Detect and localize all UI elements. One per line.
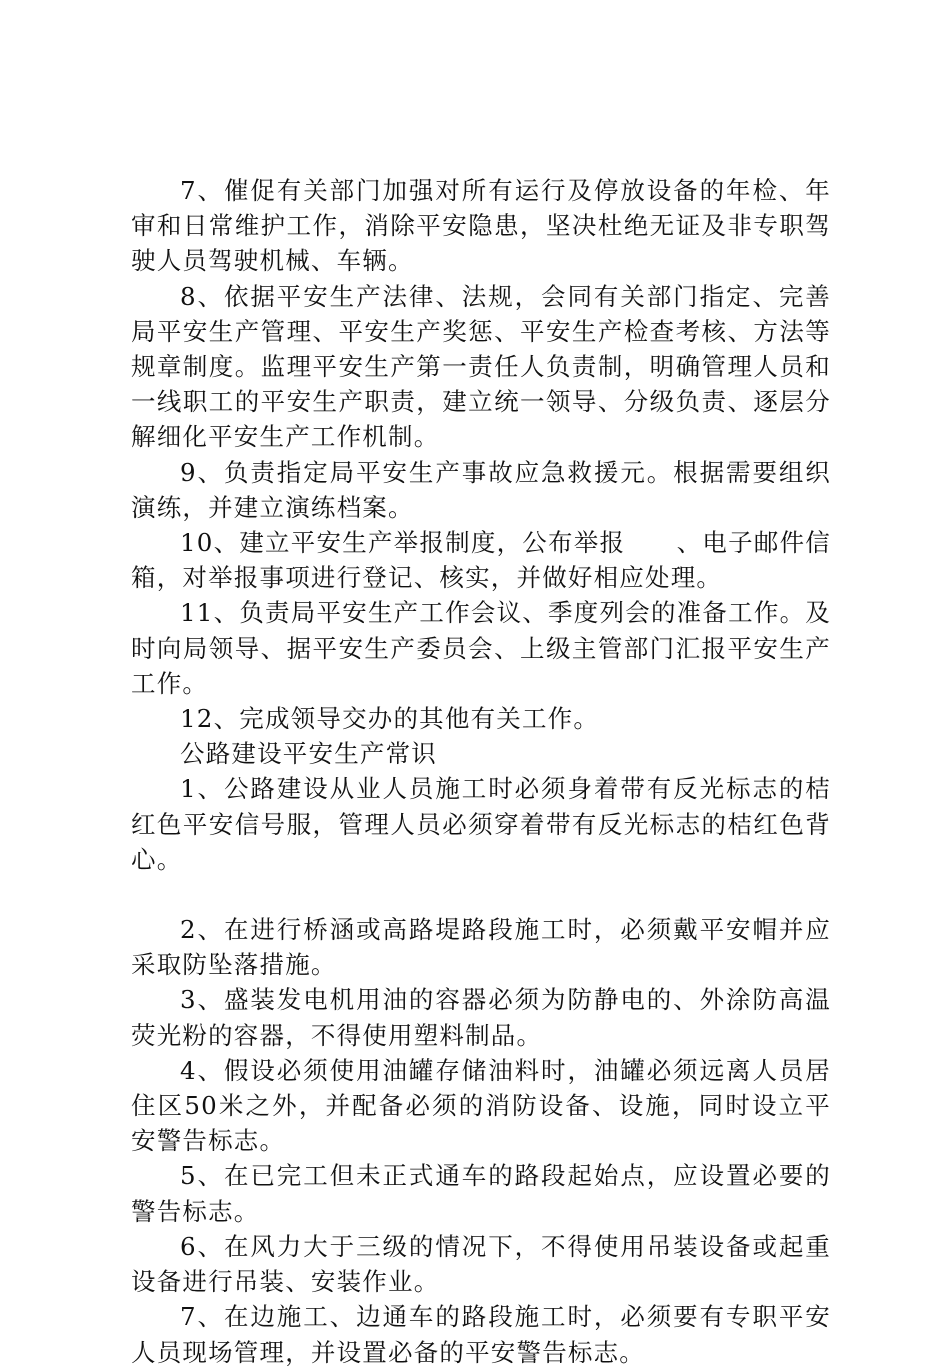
- paragraph-item-11: 11、负责局平安生产工作会议、季度列会的准备工作。及时向局领导、据平安生产委员会、上级主管部门汇报平安生产工作。: [131, 598, 831, 698]
- rule-item-1: 1、公路建设从业人员施工时必须身着带有反光标志的桔红色平安信号服，管理人员必须穿着带有反光标志的桔红色背心。: [131, 774, 831, 874]
- rule-item-4: 4、假设必须使用油罐存储油料时，油罐必须远离人员居住区50米之外，并配备必须的消防设备、设施，同时设立平安警告标志。: [131, 1055, 831, 1156]
- rule-item-5: 5、在已完工但未正式通车的路段起始点，应设置必要的警告标志。: [131, 1161, 831, 1226]
- section-title: 公路建设平安生产常识: [180, 739, 437, 769]
- rule-item-7: 7、在边施工、边通车的路段施工时，必须要有专职平安人员现场管理，并设置必备的平安警告标志。: [131, 1302, 831, 1367]
- paragraph-item-8: 8、依据平安生产法律、法规，会同有关部门指定、完善局平安生产管理、平安生产奖惩、平安生产检查考核、方法等规章制度。监理平安生产第一责任人负责制，明确管理人员和一线职工的平安生产职责，建立统一领导、分级负责、逐层分解细化平安生产工作机制。: [131, 281, 831, 452]
- paragraph-item-10: 10、建立平安生产举报制度，公布举报 、电子邮件信箱，对举报事项进行登记、核实，并做好相应处理。: [131, 528, 831, 593]
- paragraph-item-7: 7、催促有关部门加强对所有运行及停放设备的年检、年审和日常维护工作，消除平安隐患，坚决杜绝无证及非专职驾驶人员驾驶机械、车辆。: [131, 176, 831, 276]
- paragraph-item-12: 12、完成领导交办的其他有关工作。: [180, 704, 600, 734]
- rule-item-2: 2、在进行桥涵或高路堤路段施工时，必须戴平安帽并应采取防坠落措施。: [131, 915, 831, 980]
- rule-item-3: 3、盛装发电机用油的容器必须为防静电的、外涂防高温荧光粉的容器，不得使用塑料制品。: [131, 985, 831, 1050]
- paragraph-item-9: 9、负责指定局平安生产事故应急救援元。根据需要组织演练，并建立演练档案。: [131, 457, 831, 522]
- document-body: [131, 173, 831, 1370]
- rule-item-6: 6、在风力大于三级的情况下，不得使用吊装设备或起重设备进行吊装、安装作业。: [131, 1231, 831, 1297]
